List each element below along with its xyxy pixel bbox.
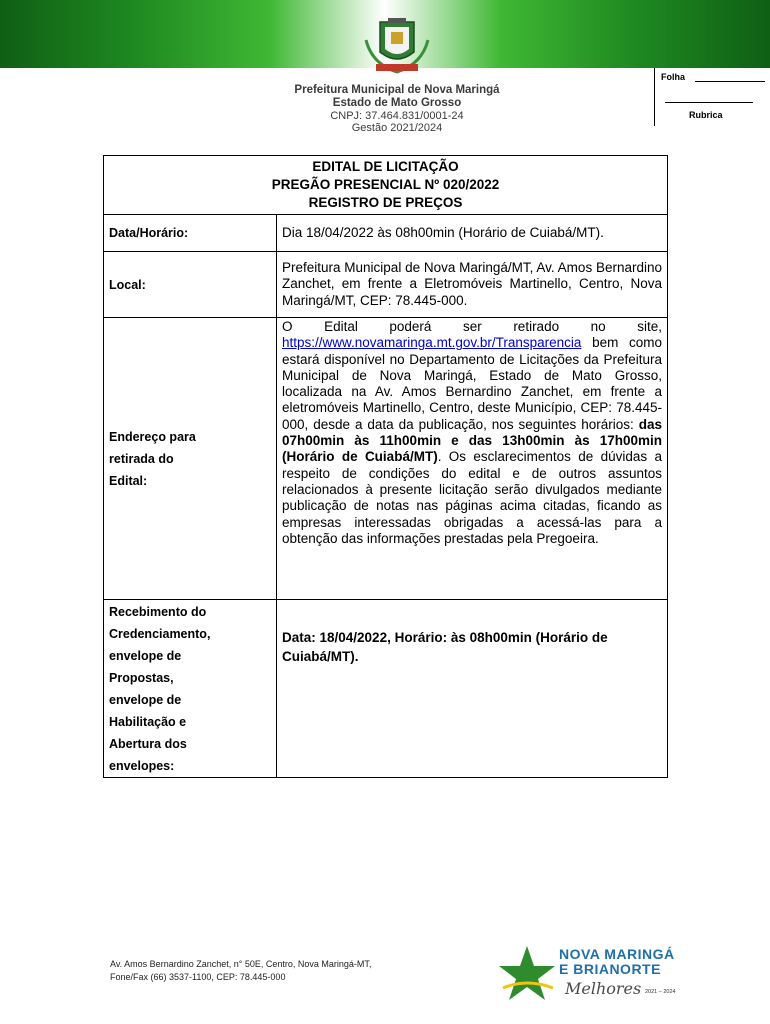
label-recebimento-line7: Abertura dos (109, 736, 187, 751)
label-endereco-line1: Endereço para (109, 429, 196, 444)
footer-address-line1: Av. Amos Bernardino Zanchet, n° 50E, Centro, Nova Maringá-MT, (110, 959, 372, 969)
municipal-crest-icon (358, 18, 436, 80)
endereco-intro: O Edital poderá ser retirado no site, (282, 319, 662, 334)
endereco-end: . Os esclarecimentos de dúvidas a respeito de condições do edital e de outros assuntos relacionados à presente licitação serão divulgados mediante publicação de notas nas páginas acima citadas, ficando as empresas interessadas obrigadas a acessá-las para a obtenção das informações prestadas pela Pregoeira. (282, 449, 662, 546)
logo-title (559, 947, 675, 977)
footer-logo (497, 944, 697, 1004)
label-endereco (104, 318, 277, 600)
row-data-horario (104, 215, 668, 252)
term-text: Gestão 2021/2024 (351, 122, 443, 134)
cnpj-text: CNPJ: 37.464.831/0001-24 (330, 110, 464, 122)
value-recebimento: Data: 18/04/2022, Horário: às 08h00min (Horário de Cuiabá/MT). (277, 600, 668, 778)
label-endereco-line3: Edital: (109, 473, 148, 488)
label-recebimento-line1: Recebimento do (109, 604, 207, 619)
label-data-horario: Data/Horário: (104, 215, 277, 252)
stamp-rubrica-label: Rubrica (689, 110, 723, 120)
page-stamp (654, 68, 767, 126)
logo-title-line2: E BRIANORTE (559, 961, 661, 977)
state-name: Estado de Mato Grosso (332, 97, 462, 109)
row-recebimento (104, 600, 668, 778)
endereco-hours: das 07h00min às 11h00min e das 13h00min às 17h00min (Horário de Cuiabá/MT) (282, 416, 662, 465)
title-edital: EDITAL DE LICITAÇÃO (312, 159, 459, 174)
footer-address (110, 958, 371, 984)
label-recebimento-line4: Propostas, (109, 670, 174, 685)
label-recebimento-line3: envelope de (109, 648, 182, 663)
value-local: Prefeitura Municipal de Nova Maringá/MT, Av. Amos Bernardino Zanchet, em frente a Eletromóveis Martinello, Centro, Nova Maringá/MT, CEP: 78.445-000. (277, 252, 668, 318)
stamp-signature-line (665, 102, 753, 103)
stamp-folha-line (695, 81, 765, 82)
letterhead (262, 18, 532, 138)
title-pregao: PREGÃO PRESENCIAL Nº 020/2022 (271, 177, 500, 192)
logo-title-line1: NOVA MARINGÁ (559, 946, 675, 962)
label-endereco-line2: retirada do (109, 451, 174, 466)
value-data-horario: Dia 18/04/2022 às 08h00min (Horário de Cuiabá/MT). (277, 215, 668, 252)
label-recebimento-line8: envelopes: (109, 758, 175, 773)
logo-script: Melhores (565, 979, 642, 998)
row-endereco (104, 318, 668, 600)
title-row (104, 156, 668, 215)
edital-table (103, 155, 668, 778)
label-local: Local: (104, 252, 277, 318)
label-recebimento (104, 600, 277, 778)
star-logo-icon (497, 944, 557, 1004)
footer-address-line2: Fone/Fax (66) 3537-1100, CEP: 78.445-000 (110, 972, 286, 982)
label-recebimento-line5: envelope de (109, 692, 182, 707)
title-registro: REGISTRO DE PREÇOS (308, 195, 463, 210)
value-endereco (277, 318, 668, 600)
label-recebimento-line2: Credenciamento, (109, 626, 211, 641)
endereco-body: bem como estará disponível no Departamento de Licitações da Prefeitura Municipal de Nova Maringá, Estado de Mato Grosso, localizada na Av. Amos Bernardino Zanchet, em frente a eletromóveis Martinello, Centro, deste Município, CEP: 78.445-000, desde a data da publicação, nos seguintes horários: (282, 335, 662, 432)
transparencia-link[interactable]: https://www.novamaringa.mt.gov.br/Transparencia (282, 335, 582, 351)
title-cell (104, 156, 668, 215)
label-recebimento-line6: Habilitação e (109, 714, 187, 729)
stamp-folha-label: Folha (661, 72, 685, 82)
logo-years: 2021 – 2024 (645, 989, 676, 995)
prefecture-name: Prefeitura Municipal de Nova Maringá (294, 84, 500, 96)
row-local (104, 252, 668, 318)
